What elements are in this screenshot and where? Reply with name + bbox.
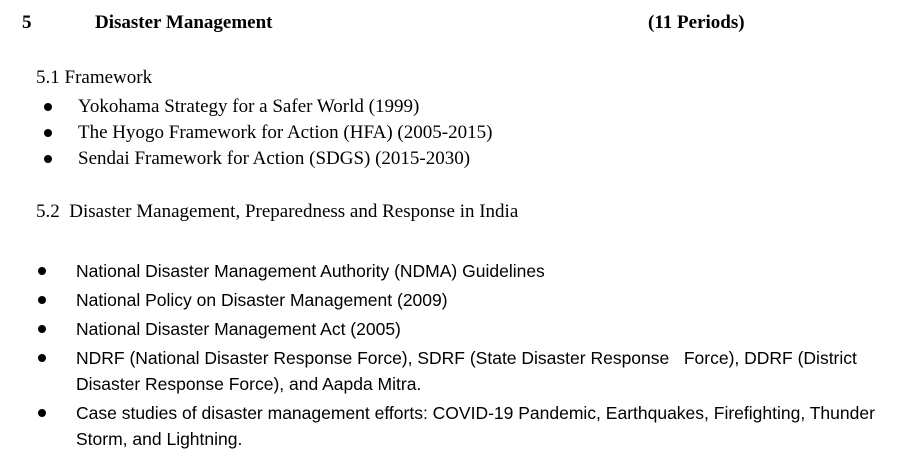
- bullet-icon: [44, 129, 52, 137]
- bullet-icon: [38, 296, 46, 304]
- india-response-list: [76, 258, 898, 455]
- list-item: [76, 400, 898, 452]
- list-item: [76, 345, 898, 397]
- list-item: [76, 287, 898, 313]
- section-2-heading: 5.2 Disaster Management, Preparedness and Response in India: [36, 201, 519, 222]
- unit-number: 5: [22, 12, 32, 33]
- bullet-icon: [44, 103, 52, 111]
- list-item-text: Case studies of disaster management efforts: COVID-19 Pandemic, Earthquakes, Firefighting, Thunder Storm, and Lightning.: [76, 403, 875, 449]
- bullet-icon: [44, 155, 52, 163]
- bullet-icon: [38, 354, 46, 362]
- bullet-icon: [38, 409, 46, 417]
- list-item-text: National Policy on Disaster Management (2009): [76, 290, 448, 310]
- list-item: [78, 94, 492, 120]
- list-item-text: National Disaster Management Act (2005): [76, 319, 401, 339]
- list-item-text: Sendai Framework for Action (SDGS) (2015-2030): [78, 148, 471, 169]
- list-item: [78, 146, 492, 172]
- unit-periods: (11 Periods): [648, 12, 745, 33]
- unit-title: Disaster Management: [95, 12, 273, 33]
- list-item-text: Yokohama Strategy for a Safer World (1999): [78, 96, 420, 117]
- list-item-text: NDRF (National Disaster Response Force), SDRF (State Disaster Response Force), DDRF (District Disaster Response Force), and Aapda Mitra.: [76, 348, 862, 394]
- list-item: [76, 316, 898, 342]
- section-1-heading: 5.1 Framework: [36, 67, 153, 88]
- bullet-icon: [38, 267, 46, 275]
- list-item: [78, 120, 492, 146]
- list-item-text: National Disaster Management Authority (NDMA) Guidelines: [76, 261, 545, 281]
- list-item: [76, 258, 898, 284]
- list-item-text: The Hyogo Framework for Action (HFA) (2005-2015): [78, 122, 493, 143]
- framework-list: [78, 94, 492, 172]
- bullet-icon: [38, 325, 46, 333]
